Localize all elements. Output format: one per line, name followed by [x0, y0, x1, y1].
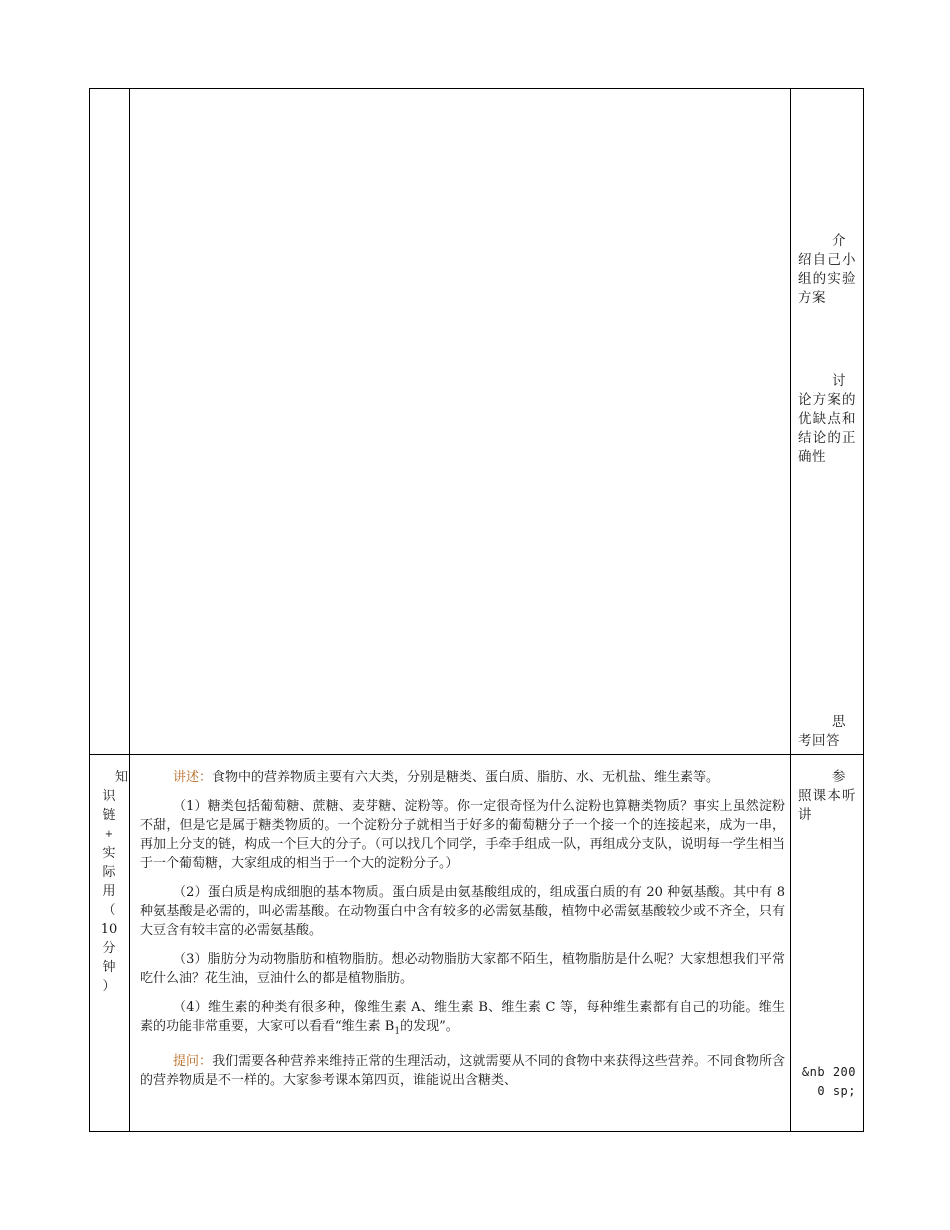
row-label-char: 链: [102, 808, 116, 823]
row-label-char: （: [102, 903, 116, 918]
row-label: [90, 768, 128, 996]
row-label-char: +: [104, 829, 114, 840]
table-row-divider: [89, 754, 864, 755]
row-label-char: 钟: [102, 960, 116, 975]
content-paragraph-lecture: [140, 768, 785, 787]
content-paragraph-vitamins: [140, 998, 785, 1042]
row-label-char: 分: [102, 941, 116, 956]
row-label-char: ）: [102, 979, 116, 994]
content-paragraph-carbohydrates: （1）糖类包括葡萄糖、蔗糖、麦芽糖、淀粉等。你一定很奇怪为什么淀粉也算糖类物质？事实上虽然淀粉不甜，但是它是属于糖类物质的。一个淀粉分子就相当于好多的葡萄糖分子一个接一个的连接起来，成为一串，再加上分支的链，构成一个巨大的分子。（可以找几个同学，手牵手组成一队，再组成分支队，说明每一学生相当于一个葡萄糖，大家组成的相当于一个大的淀粉分子。）: [140, 799, 785, 871]
question-label: 提问：: [173, 1053, 213, 1069]
table-right-border: [863, 88, 864, 1132]
lesson-content: [140, 768, 785, 1100]
side-note-group: [798, 232, 856, 308]
lecture-text: 食物中的营养物质主要有六大类，分别是糖类、蛋白质、脂肪、水、无机盐、维生素等。: [212, 770, 720, 785]
side-note-artifact: &nb 2000 sp;: [801, 1065, 856, 1098]
content-paragraph-protein: （2）蛋白质是构成细胞的基本物质。蛋白质是由氨基酸组成的，组成蛋白质的有 20 种氨基酸。其中有 8 种氨基酸是必需的，叫必需基酸。在动物蛋白中含有较多的必需氨基酸，植物中必需氨基酸较少或不齐全，只有大豆含有较丰富的必需氨基酸。: [140, 885, 785, 938]
row-label-char: 知: [114, 770, 128, 785]
vitamin-b-subscript: 1: [394, 1026, 401, 1037]
vitamins-text-end: 的发现”。: [400, 1019, 459, 1034]
side-note-introduce-plan: 介绍自己小组的实验方案: [798, 233, 856, 306]
side-note-think-answer: 思考回答: [798, 714, 846, 749]
side-note-discuss-plan: 讨论方案的优缺点和结论的正确性: [798, 373, 856, 465]
side-note-refer-textbook: 参照课本听讲: [798, 769, 856, 823]
table-col-divider-left: [129, 88, 130, 1132]
vitamins-text: （4）维生素的种类有很多种，像维生素 A、维生素 B、维生素 C 等，每种维生素都有自己的功能。维生素的功能非常重要，大家可以看看“维生素 B: [140, 1000, 785, 1034]
table-bottom-border: [89, 1131, 864, 1132]
content-paragraph-fat: （3）脂肪分为动物脂肪和植物脂肪。想必动物脂肪大家都不陌生，植物脂肪是什么呢？大家想想我们平常吃什么油？花生油，豆油什么的都是植物脂肪。: [140, 952, 785, 986]
row-label-char: 用: [102, 884, 116, 899]
side-note-group: [798, 372, 856, 467]
row-label-char: 实: [102, 846, 116, 861]
content-paragraph-question: [140, 1052, 785, 1090]
side-note-group: [798, 1051, 856, 1113]
side-note-group: [798, 768, 856, 825]
row-label-char: 10: [100, 922, 118, 937]
question-text: 我们需要各种营养来维持正常的生理活动，这就需要从不同的食物中来获得这些营养。不同食物所含的营养物质是不一样的。大家参考课本第四页，谁能说出含糖类、: [140, 1053, 785, 1088]
row-label-char: 际: [102, 865, 116, 880]
table-col-divider-right: [790, 88, 791, 1132]
lecture-label: 讲述：: [173, 770, 213, 785]
row-label-char: 识: [102, 789, 116, 804]
side-note-group: [798, 713, 856, 751]
table-top-border: [89, 88, 864, 89]
